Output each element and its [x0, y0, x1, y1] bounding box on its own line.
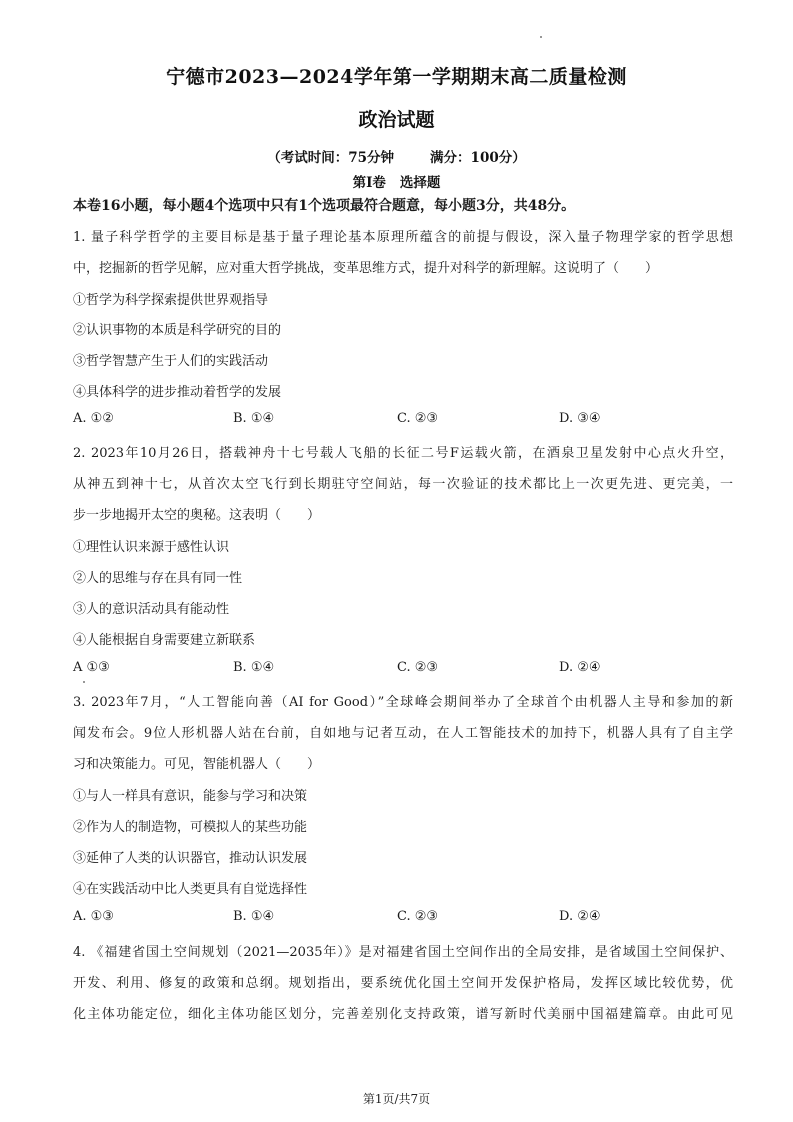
question-1-option-c: C. ②③: [397, 411, 439, 426]
page-number: 第1页/共7页: [362, 1092, 431, 1106]
question-2-stem-line-3: 步一步地揭开太空的奥秘。这表明（ ）: [73, 508, 321, 523]
question-3-stem-line-2: 闻发布会。9位人形机器人站在台前，自如地与记者互动，在人工智能技术的加持下，机器人具有了自主学: [73, 726, 733, 741]
question-1-stem-line-2: 中，挖掘新的哲学见解，应对重大哲学挑战，变革思维方式，提升对科学的新理解。这说明了（ ）: [73, 261, 659, 276]
question-1-option-b: B. ①④: [233, 411, 275, 426]
question-2-statement-4: ④人能根据自身需要建立新联系: [73, 633, 256, 648]
question-4-stem-line-3: 化主体功能定位，细化主体功能区划分，完善差别化支持政策，谱写新时代美丽中国福建篇章。由此可见: [73, 1007, 733, 1022]
section-heading: [0, 171, 793, 191]
question-4-stem-line-2: 开发、利用、修复的政策和总纲。规划指出，要系统优化国土空间开发保护格局，发挥区域比较优势，优: [73, 976, 733, 991]
question-3-statement-3: ③延伸了人类的认识器官，推动认识发展: [73, 851, 308, 866]
question-1-option-d: D. ③④: [559, 411, 601, 426]
section-part: 第Ⅰ卷: [352, 175, 386, 191]
question-1-statement-3: ③哲学智慧产生于人们的实践活动: [73, 354, 269, 369]
question-4-stem-line-1: 4. 《福建省国土空间规划（2021—2035年）》是对福建省国土空间作出的全局安排，是省域国土空间保护、: [73, 945, 733, 960]
question-2-option-c: C. ②③: [397, 660, 439, 675]
question-3-stem-line-1: 3. 2023年7月，“人工智能向善（AI for Good）”全球峰会期间举办了全球首个由机器人主导和参加的新: [73, 695, 733, 710]
question-2-option-b: B. ①④: [233, 660, 275, 675]
question-3-option-c: C. ②③: [397, 909, 439, 924]
section-name: 选择题: [399, 175, 441, 191]
question-2-stem-line-2: 从神五到神十七，从首次太空飞行到长期驻守空间站，每一次验证的技术都比上一次更先进、更完美，一: [73, 477, 733, 492]
question-3-option-a: A. ①③: [73, 909, 114, 924]
question-3-option-b: B. ①④: [233, 909, 275, 924]
instructions: 本卷16小题，每小题4个选项中只有1个选项最符合题意，每小题3分，共48分。: [73, 198, 576, 214]
question-2-statement-3: ③人的意识活动具有能动性: [73, 602, 230, 617]
question-3-stem-line-3: 习和决策能力。可见，智能机器人（ ）: [73, 757, 321, 772]
question-3-statement-2: ②作为人的制造物，可模拟人的某些功能: [73, 820, 308, 835]
exam-time-score: [0, 146, 793, 166]
subject-title: 政治试题: [358, 109, 435, 131]
question-1-statement-2: ②认识事物的本质是科学研究的目的: [73, 323, 282, 338]
time-info: （考试时间：75分钟: [267, 150, 395, 166]
question-2-stem-line-1: 2. 2023年10月26日，搭载神舟十七号载人飞船的长征二号F运载火箭，在酒泉卫星发射中心点火升空，: [73, 446, 733, 461]
scan-speck: [540, 36, 542, 38]
question-1-statement-4: ④具体科学的进步推动着哲学的发展: [73, 385, 282, 400]
question-2-statement-1: ①理性认识来源于感性认识: [73, 540, 230, 555]
question-1-stem-line-1: 1. 量子科学哲学的主要目标是基于量子理论基本原理所蕴含的前提与假设，深入量子物理学家的哲学思想: [73, 230, 733, 245]
question-1-statement-1: ①哲学为科学探索提供世界观指导: [73, 293, 269, 308]
question-3-statement-1: ①与人一样具有意识，能参与学习和决策: [73, 789, 308, 804]
question-3-option-d: D. ②④: [559, 909, 601, 924]
exam-title: 宁德市2023—2024学年第一学期期末高二质量检测: [166, 66, 627, 88]
question-2-statement-2: ②人的思维与存在具有同一性: [73, 571, 243, 586]
score-info: 满分：100分）: [430, 150, 526, 166]
question-3-statement-4: ④在实践活动中比人类更具有自觉选择性: [73, 882, 308, 897]
question-2-option-d: D. ②④: [559, 660, 601, 675]
question-1-option-a: A. ①②: [73, 411, 114, 426]
question-2-option-a: A ①③: [73, 660, 110, 675]
scan-speck: [83, 681, 85, 683]
